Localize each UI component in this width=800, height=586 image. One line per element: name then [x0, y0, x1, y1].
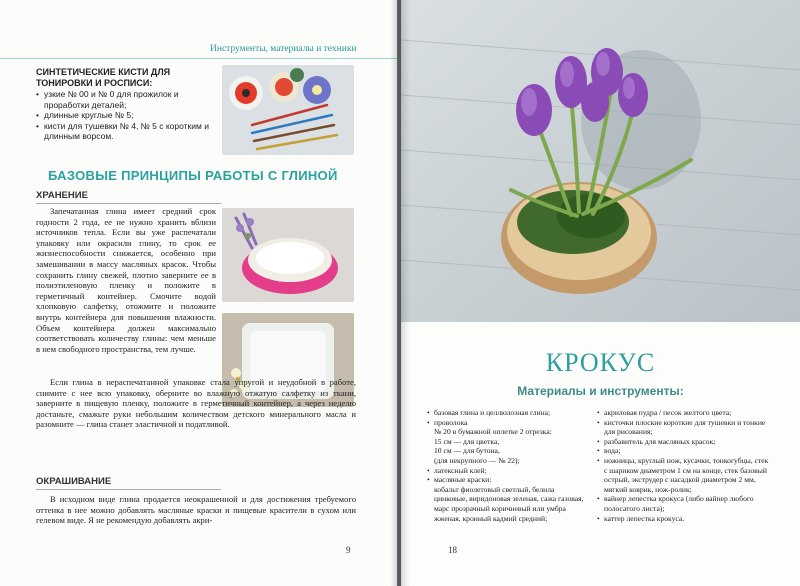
list-item: • проволока [427, 418, 587, 428]
list-item: (для некрупного — № 22); [434, 455, 520, 465]
list-item: • ножницы, круглый нож, кусачки, тонкогубцы, стек с шариком диаметром 1 см на конце, стек базовый острый, экструдер с насадкой диаметром 2 мм, мягкий коврик, нож-ролик; [597, 456, 772, 494]
brushes-photo [222, 65, 354, 155]
list-item: • каттер лепестка крокуса. [597, 514, 772, 524]
list-item: • кисточки плоские короткие для тушевки и тонкие для рисования; [597, 418, 772, 437]
list-item: кобальт фиолетовый светлый, белила цинковые, виридоновая зеленая, сажа газовая, марс прозрачный коричневый или умбра жженая, кронный кадмий средний; [434, 484, 584, 523]
brush-list [36, 89, 221, 142]
materials-list-left [427, 408, 587, 523]
list-item: • вода; [597, 446, 772, 456]
list-item: • кисти для тушевки № 4, № 5 с коротким и длинным ворсом. [36, 121, 221, 142]
page-number: 18 [448, 545, 457, 555]
list-item: № 20 в бумажной оплетке 2 отрезка: [434, 427, 552, 437]
right-page [401, 0, 800, 586]
page-number: 9 [346, 545, 351, 555]
list-item: • базовая глина и целлюлозная глина; [427, 408, 587, 418]
crocus-photo [401, 0, 800, 322]
materials-heading: Материалы и инструменты: [517, 384, 684, 398]
storage-heading: ХРАНЕНИЕ [36, 190, 88, 201]
page-title: КРОКУС [545, 348, 656, 377]
book-gutter [390, 0, 410, 586]
list-item: • акриловая пудра / песок желтого цвета; [597, 408, 772, 418]
clay-jar-photo [222, 208, 354, 302]
list-item: 10 см — для бутона, [434, 446, 500, 456]
list-item: • длинные круглые № 5; [36, 110, 221, 121]
list-item: • разбавитель для масляных красок; [597, 437, 772, 447]
section-title: БАЗОВЫЕ ПРИНЦИПЫ РАБОТЫ С ГЛИНОЙ [48, 168, 338, 183]
running-head: Инструменты, материалы и техники [210, 44, 357, 54]
storage-rule [36, 203, 221, 204]
coloring-text: В исходном виде глина продается неокрашенной и для достижения требуемого оттенка в нее можно добавлять масляные краски и пищевые красители в сухом или гелевом виде. Я не рекомендую добавлять акри- [36, 494, 356, 526]
storage-text-2: Если глина в нераспечатанной упаковке стала упругой и неудобной в работе, снимите с нее всю упаковку, оберните во влажную отжатую салфетку из ткани, заверните в пищевую пленку, положите в герметичный контейнер, а через неделю достаньте, смажьте руки небольшим количеством детского минерального масла и разомните — глина станет эластичной и податливой. [36, 377, 356, 430]
left-page [0, 0, 397, 586]
list-item: 15 см — для цветка, [434, 436, 500, 446]
list-item: • вайнер лепестка крокуса (либо вайнер любого полосатого листа); [597, 494, 772, 513]
header-rule [0, 58, 397, 59]
storage-text: Запечатанная глина имеет средний срок годности 2 года, ее не нужно хранить вблизи источников тепла. Если вы уже распечатали упаковку или окрасили глину, то срок ее жизнеспособности снижается, особенно при замешивании в массу масляных красок. Чтобы сохранить глину свежей, плотно заверните ее в полиэтиленовую пленку и положите в герметичный контейнер. Смочите водой хлопковую салфетку, отожмите и положите внутрь контейнера для повышения влажности. Объем контейнера должен максимально соответствовать количеству глины: чем меньше в нем свободного пространства, тем лучше. [36, 206, 216, 354]
list-item: • масляные краски: [427, 475, 587, 485]
materials-list-right [597, 408, 772, 523]
coloring-rule [36, 489, 221, 490]
brush-section-title: СИНТЕТИЧЕСКИЕ КИСТИ ДЛЯ ТОНИРОВКИ И РОСПИСИ: [36, 67, 171, 88]
list-item: • латексный клей; [427, 466, 587, 476]
coloring-heading: ОКРАШИВАНИЕ [36, 476, 112, 487]
list-item: • узкие № 00 и № 0 для прожилок и проработки деталей; [36, 89, 221, 110]
